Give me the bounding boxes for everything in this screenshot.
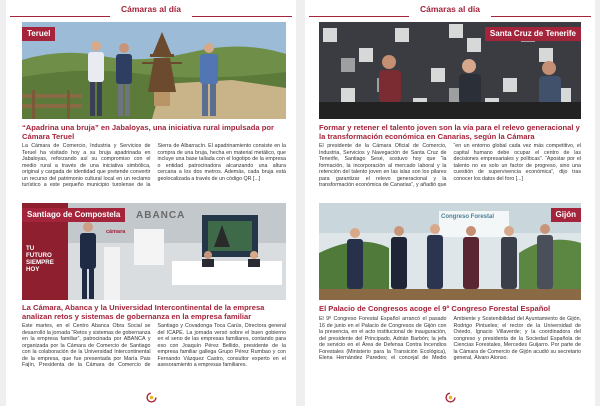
gijon-article-text: El 9º Congreso Forestal Español arrancó el pasado 16 de junio en el Palacio de Congresos de Gijón con la presencia, en el acto institucional de inauguración, del presidente del Principado, Adrián Barbón; la jefa de servicio en el Área de Defensa Contra Incendios Forestales (Ministerio para la Transición Ecológica), Elena Hernández Paredes; el concejal de Medio Ambiente y Sostenibilidad del Ayuntamiento de Gijón, Rodrigo Pintueles; el rector de la Universidad de Oviedo, Ignacio Villaverde; y la coordinadora del congreso y presidenta de la Sociedad Española de Ciencias Forestales, Mercedes Guijarro. Por parte de la Cámara de Comercio de Gijón acudió su secretario general, Álvaro Alonso.: [319, 316, 581, 362]
tenerife-location-badge: Santa Cruz de Tenerife: [485, 27, 581, 41]
santiago-photo-slogan: [26, 245, 66, 273]
teruel-photo: [22, 22, 286, 119]
gijon-article-body: [319, 316, 581, 382]
camara-logo-icon: [146, 392, 157, 403]
gijon-location-badge: Gijón: [551, 208, 581, 222]
teruel-article-text: La Cámara de Comercio, Industria y Servicios de Teruel ha visitado hoy a su bruja apadrinada en Jabaloyas, reforzando así su compromiso con el medio rural a través de una iniciativa simbólica, original y cargada de identidad que pretende convertir un recurso del patrimonio cultural local en un reclamo turístico a este pequeño municipio turolense de la Sierra de Albarracín. El apadrinamiento consiste en la compra de una bruja, hecha en material metálico, que incluye una base tallada con el logotipo de la empresa o entidad patrocinadora alcanzando una altura cercana a los dos metros. Además, cada bruja está geolocalizada a través de un código QR [...]: [22, 143, 286, 189]
header-rule-right: [192, 16, 292, 17]
santiago-article-text: Este martes, en el Centro Abanca Obra Social se desarrolló la jornada “Retos y sistemas de gobernanza en la empresa familiar”, patrocinada por ABANCA y organizada por la Cámara de Comercio de Santiago con la colaboración de la Universidad Intercontinental de la empresa, que fue presentada por María Pais Fajín, Presidenta de la Cámara de Comercio de Santiago y Covadonga Toca Carús, Directora general del ICAPE. La jornada versó sobre el buen gobierno en el seno de las empresas familiares, contando para eso con Joaquín Pérez Bellido, presidente de la empresa familiar gallega Grupo Pérez Rumbao y con Fernando Vázquez Castro, consultor experto en el asesoramiento a empresas familiares.: [22, 323, 286, 369]
santiago-location-badge: Santiago de Compostela: [22, 208, 125, 222]
camara-logo-icon: [445, 392, 456, 403]
slogan-line: HOY: [26, 266, 40, 273]
abanca-sign: ABANCA: [136, 210, 186, 221]
left-page: [6, 0, 296, 406]
tenerife-article-title: Formar y retener el talento joven son la vía para el relevo generacional y la transformación económica en Canarias, según la Cámara: [319, 123, 580, 141]
teruel-article-title: “Apadrina una bruja” en Jabaloyas, una iniciativa rural impulsada por Cámara Teruel: [22, 123, 274, 141]
slogan-line: SIEMPRE: [26, 259, 54, 266]
header-rule-left: [309, 16, 409, 17]
header-rule-right: [491, 16, 591, 17]
teruel-article-body: [22, 143, 286, 196]
tenerife-article-body: [319, 143, 581, 196]
section-title-left: Cámaras al día: [120, 4, 181, 14]
santiago-article-body: [22, 323, 286, 383]
teruel-location-badge: Teruel: [22, 27, 55, 41]
section-title-right: Cámaras al día: [419, 4, 480, 14]
gijon-article-title: El Palacio de Congresos acoge el 9º Congreso Forestal Español: [319, 304, 551, 313]
congreso-sign: Congreso Forestal: [441, 214, 495, 220]
slogan-line: FUTURO: [26, 252, 52, 259]
right-page: [305, 0, 595, 406]
santiago-article-title: La Cámara, Abanca y la Universidad Intercontinental de la empresa analizan retos y sistemas de gobernanza en la empresa familiar: [22, 303, 265, 321]
slogan-line: TU: [26, 245, 35, 252]
camara-slide-brand: cámara: [106, 229, 126, 235]
tenerife-article-text: El presidente de la Cámara Oficial de Comercio, Industria, Servicios y Navegación de Santa Cruz de Tenerife, Santiago Sesé, sostuvo hoy que “la formación, la incorporación al mercado laboral y la retención del talento joven en las islas son los pilares para garantizar el relevo generacional y la transformación económica de Canarias”, y añadió que “en un entorno global cada vez más competitivo, el capital humano debe ocupar el centro de las decisiones empresariales y políticas”. “Apostar por el talento no es solo un factor de progreso, sino una cuestión de supervivencia económica”, dijo tras conocer los datos del foro [...]: [319, 143, 581, 189]
header-rule-left: [10, 16, 110, 17]
